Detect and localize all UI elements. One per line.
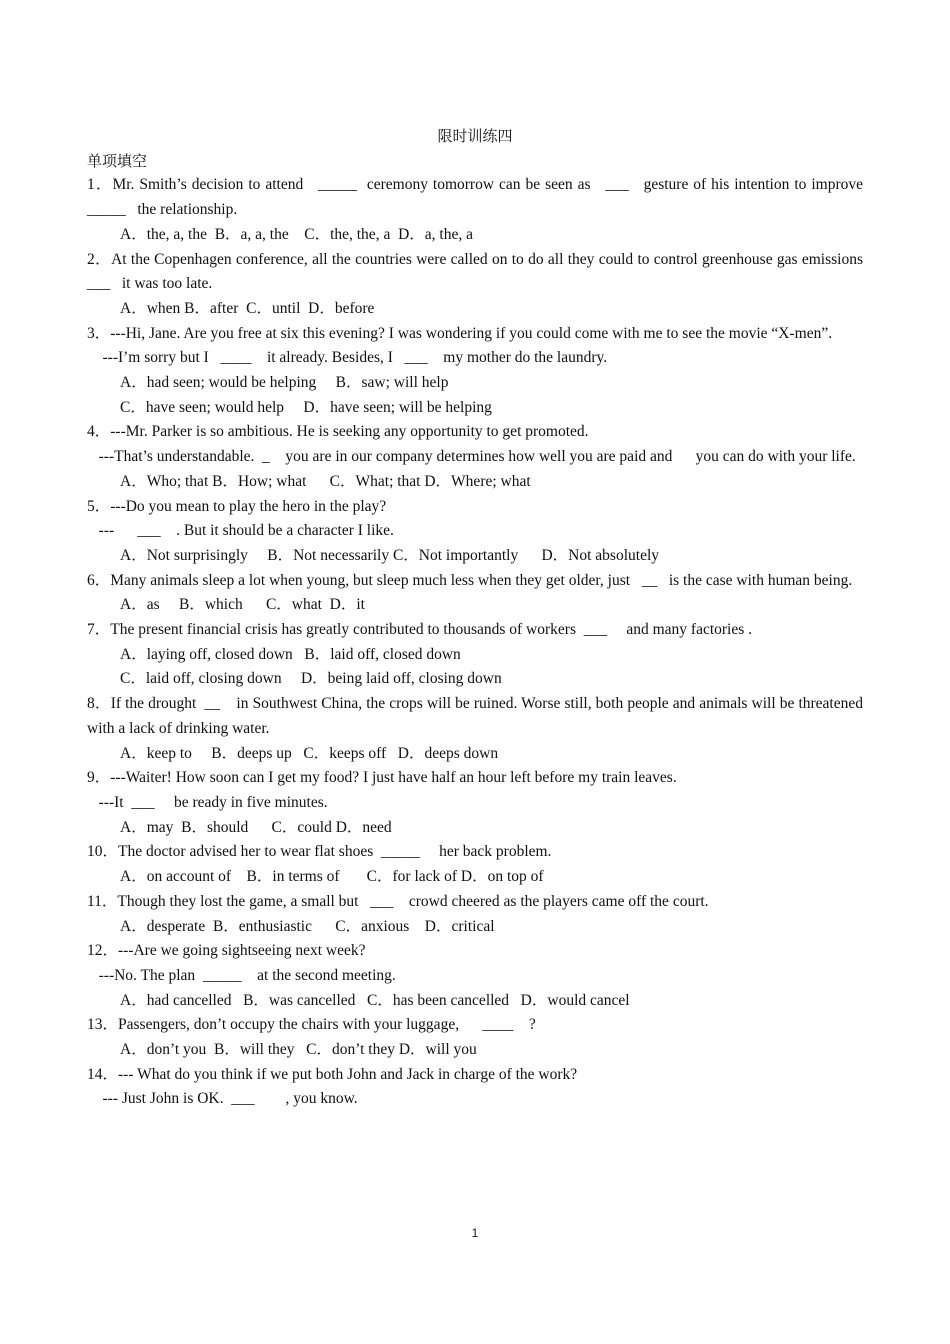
- document-content: [87, 124, 879, 1112]
- question-list: [87, 173, 879, 1112]
- question-item: [87, 1013, 863, 1062]
- question-stem: ---That’s understandable. _ you are in our company determines how well you are paid and you can do with your life.: [87, 448, 856, 466]
- answer-options: A．Not surprisingly B．Not necessarily C．Not importantly D．Not absolutely: [120, 546, 660, 564]
- question-item: [87, 618, 863, 692]
- question-stem: 9．---Waiter! How soon can I get my food? I just have half an hour left before my train leaves.: [87, 769, 677, 787]
- question-stem: 1．Mr. Smith’s decision to attend _____ ceremony tomorrow can be seen as ___ gesture of his intention to improve _____ the relationship.: [87, 176, 875, 219]
- answer-options: C．have seen; would help D．have seen; will be helping: [120, 398, 492, 416]
- answer-options: A．when B．after C．until D．before: [120, 299, 375, 317]
- question-stem: 6．Many animals sleep a lot when young, but sleep much less when they get older, just __ is the case with human being.: [87, 571, 853, 589]
- question-item: [87, 692, 867, 766]
- question-stem: 14．--- What do you think if we put both John and Jack in charge of the work?: [87, 1065, 578, 1083]
- answer-options: A．don’t you B．will they C．don’t they D．will you: [120, 1041, 477, 1059]
- question-item: [87, 173, 875, 247]
- question-stem: 11．Though they lost the game, a small but ___ crowd cheered as the players came off the court.: [87, 892, 709, 910]
- question-stem: 3．---Hi, Jane. Are you free at six this evening? I was wondering if you could come with me to see the movie “X-men”.: [87, 324, 833, 342]
- question-stem: --- Just John is OK. ___ , you know.: [87, 1090, 358, 1108]
- question-stem: 12．---Are we going sightseeing next week?: [87, 942, 366, 960]
- answer-options: A．Who; that B．How; what C．What; that D．Where; what: [120, 472, 531, 490]
- question-item: [87, 1063, 863, 1112]
- question-item: [87, 939, 863, 1013]
- question-item: [87, 248, 879, 322]
- question-item: [87, 322, 863, 421]
- answer-options: A．keep to B．deeps up C．keeps off D．deeps down: [120, 744, 499, 762]
- question-stem: 10．The doctor advised her to wear flat shoes _____ her back problem.: [87, 843, 552, 861]
- question-item: [87, 766, 863, 840]
- answer-options: A．may B．should C．could D．need: [120, 818, 392, 836]
- question-item: [87, 840, 863, 889]
- question-stem: 2．At the Copenhagen conference, all the countries were called on to do all they could to control greenhouse gas emissions ___ it was too late.: [87, 250, 879, 293]
- answer-options: A．as B．which C．what D．it: [120, 596, 365, 614]
- answer-options: A．desperate B．enthusiastic C．anxious D．critical: [120, 917, 495, 935]
- answer-options: A．had cancelled B．was cancelled C．has been cancelled D．would cancel: [120, 991, 630, 1009]
- question-stem: ---It ___ be ready in five minutes.: [87, 793, 328, 811]
- question-stem: ---I’m sorry but I ____ it already. Besides, I ___ my mother do the laundry.: [87, 349, 608, 367]
- answer-options: C．laid off, closing down D．being laid off, closing down: [120, 670, 502, 688]
- answer-options: A．had seen; would be helping B．saw; will help: [120, 374, 449, 392]
- question-item: [87, 495, 863, 569]
- page-number: 1: [471, 1226, 479, 1240]
- question-stem: 5．---Do you mean to play the hero in the play?: [87, 497, 387, 515]
- question-stem: --- ___ . But it should be a character I like.: [87, 522, 394, 540]
- question-stem: 4．---Mr. Parker is so ambitious. He is seeking any opportunity to get promoted.: [87, 423, 589, 441]
- answer-options: A．on account of B．in terms of C．for lack of D．on top of: [120, 868, 544, 886]
- question-stem: 7．The present financial crisis has greatly contributed to thousands of workers ___ and many factories .: [87, 621, 753, 639]
- question-item: [87, 569, 863, 618]
- answer-options: A．the, a, the B．a, a, the C．the, the, a D．a, the, a: [120, 225, 473, 243]
- answer-options: A．laying off, closed down B．laid off, closed down: [120, 645, 461, 663]
- question-stem: 8．If the drought __ in Southwest China, the crops will be ruined. Worse still, both people and animals will be threatened with a lack of drinking water.: [87, 695, 867, 737]
- question-stem: ---No. The plan _____ at the second meeting.: [87, 966, 396, 984]
- question-item: [87, 420, 863, 494]
- question-item: [87, 890, 863, 939]
- document-title: 限时训练四: [437, 127, 513, 145]
- question-stem: 13．Passengers, don’t occupy the chairs with your luggage, ____ ?: [87, 1016, 536, 1034]
- section-heading: 单项填空: [87, 151, 148, 170]
